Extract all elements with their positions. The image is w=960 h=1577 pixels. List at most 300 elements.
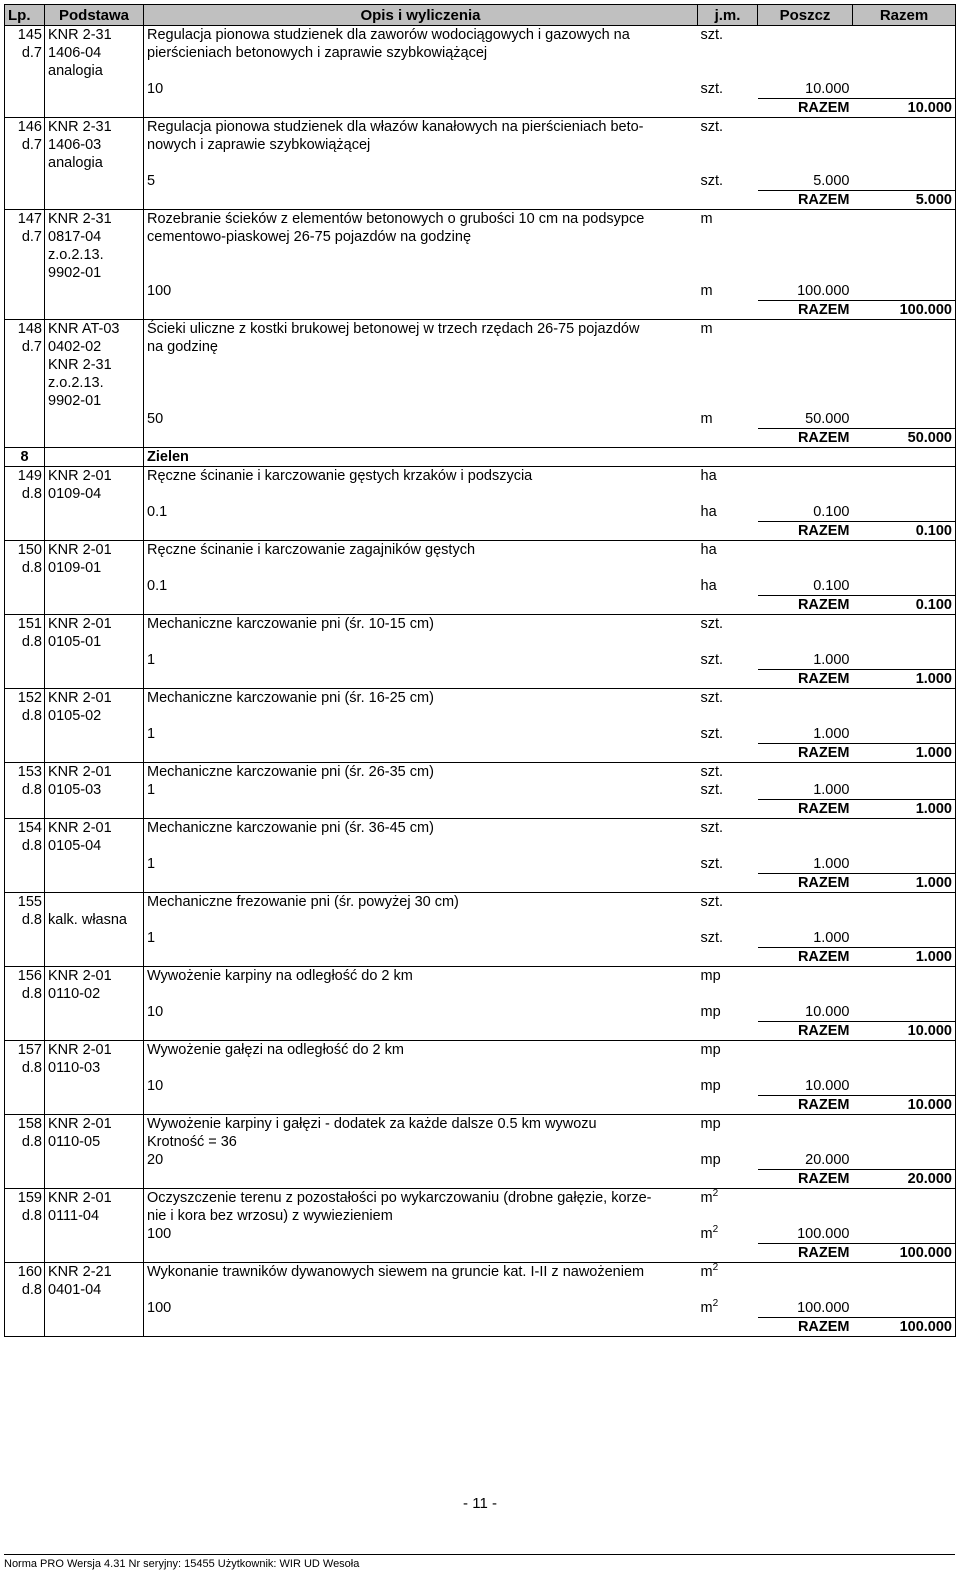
item-razem-cell xyxy=(853,392,956,410)
item-lp xyxy=(5,282,45,301)
item-blank xyxy=(758,615,853,634)
item-blank xyxy=(144,874,698,893)
item-line xyxy=(5,911,956,929)
item-description xyxy=(144,62,698,80)
item-podstawa: 0109-01 xyxy=(45,559,144,577)
item-razem-cell xyxy=(853,154,956,172)
razem-label: RAZEM xyxy=(758,1096,853,1115)
item-blank xyxy=(698,1170,758,1189)
item-unit-text: m xyxy=(700,1190,713,1206)
item-lp: d.8 xyxy=(5,911,45,929)
item-lp: 146 xyxy=(5,118,45,137)
item-line xyxy=(5,246,956,264)
item-lp xyxy=(5,99,45,118)
item-lp: 157 xyxy=(5,1041,45,1060)
item-razem-cell xyxy=(853,136,956,154)
item-quantity: 100 xyxy=(147,283,172,299)
item-poszcz: 10.000 xyxy=(805,81,850,97)
item-quantity-unit-text: mp xyxy=(700,1152,721,1168)
item-razem-cell xyxy=(853,503,956,522)
item-podstawa: KNR 2-01 xyxy=(45,819,144,838)
item-line xyxy=(5,1077,956,1096)
item-lp xyxy=(5,246,45,264)
item-description: Ścieki uliczne z kostki brukowej betonowej w trzech rzędach 26-75 pojazdów xyxy=(147,321,640,337)
item-blank xyxy=(758,320,853,339)
item-blank xyxy=(698,800,758,819)
item-blank xyxy=(698,874,758,893)
razem-row xyxy=(5,874,956,893)
item-unit xyxy=(698,210,758,229)
item-lp xyxy=(5,596,45,615)
item-unit-text: ha xyxy=(700,468,717,484)
item-unit xyxy=(698,1133,758,1151)
item-quantity-unit-text: mp xyxy=(700,1078,721,1094)
item-podstawa: kalk. własna xyxy=(45,911,144,929)
item-blank xyxy=(758,485,853,503)
item-podstawa: 0105-02 xyxy=(45,707,144,725)
item-row-group xyxy=(5,1115,956,1189)
item-podstawa: KNR 2-01 xyxy=(45,467,144,486)
razem-label: RAZEM xyxy=(758,429,853,448)
item-blank xyxy=(758,228,853,246)
item-razem-cell xyxy=(853,559,956,577)
razem-value: 50.000 xyxy=(853,429,956,448)
item-lp: d.8 xyxy=(5,1133,45,1151)
item-quantity-unit xyxy=(698,725,758,744)
item-podstawa: KNR 2-01 xyxy=(45,615,144,634)
item-blank xyxy=(758,136,853,154)
item-razem-cell xyxy=(853,62,956,80)
item-razem-cell xyxy=(853,246,956,264)
item-lp: 152 xyxy=(5,689,45,708)
item-poszcz: 1.000 xyxy=(813,856,850,872)
razem-label: RAZEM xyxy=(758,99,853,118)
item-podstawa xyxy=(45,1003,144,1022)
item-razem-cell xyxy=(853,893,956,912)
item-blank xyxy=(144,800,698,819)
item-podstawa xyxy=(45,1299,144,1318)
item-lp xyxy=(5,948,45,967)
razem-value: 20.000 xyxy=(853,1170,956,1189)
item-blank xyxy=(698,1022,758,1041)
item-podstawa xyxy=(45,282,144,301)
item-line xyxy=(5,26,956,45)
item-quantity-unit xyxy=(698,503,758,522)
item-podstawa xyxy=(45,744,144,763)
item-lp: 158 xyxy=(5,1115,45,1134)
item-blank xyxy=(758,1263,853,1282)
razem-value: 100.000 xyxy=(853,1244,956,1263)
item-podstawa: KNR 2-01 xyxy=(45,1189,144,1208)
item-podstawa: 1406-04 xyxy=(45,44,144,62)
razem-label: RAZEM xyxy=(758,670,853,689)
item-podstawa: KNR 2-01 xyxy=(45,763,144,782)
razem-row xyxy=(5,522,956,541)
item-blank xyxy=(758,210,853,229)
item-lp xyxy=(5,392,45,410)
item-razem-cell xyxy=(853,485,956,503)
item-lp xyxy=(5,1299,45,1318)
item-quantity: 100 xyxy=(147,1226,172,1242)
item-lp xyxy=(5,301,45,320)
item-podstawa: z.o.2.13. xyxy=(45,246,144,264)
item-quantity: 10 xyxy=(147,81,164,97)
item-razem-cell xyxy=(853,541,956,560)
item-line xyxy=(5,1003,956,1022)
unit-superscript: 2 xyxy=(712,1262,719,1274)
item-blank xyxy=(758,819,853,838)
item-quantity: 0.1 xyxy=(147,578,168,594)
item-podstawa xyxy=(45,893,144,912)
item-lp xyxy=(5,522,45,541)
item-line xyxy=(5,893,956,912)
item-line xyxy=(5,1281,956,1299)
item-description: Ręczne ścinanie i karczowanie zagajników gęstych xyxy=(147,542,476,558)
item-quantity-unit-text: m xyxy=(700,1226,713,1242)
item-razem-cell xyxy=(853,410,956,429)
item-podstawa xyxy=(45,725,144,744)
item-blank xyxy=(698,191,758,210)
item-line xyxy=(5,410,956,429)
item-lp: d.7 xyxy=(5,228,45,246)
header-razem: Razem xyxy=(853,5,956,26)
item-unit xyxy=(698,338,758,356)
item-quantity: 1 xyxy=(147,782,156,798)
item-row-group xyxy=(5,1263,956,1337)
item-quantity-unit-text: mp xyxy=(700,1004,721,1020)
item-row-group xyxy=(5,1189,956,1263)
item-quantity-unit-text: szt. xyxy=(700,173,724,189)
section-blank xyxy=(45,448,144,467)
item-blank xyxy=(758,893,853,912)
item-lp: d.8 xyxy=(5,1281,45,1299)
item-razem-cell xyxy=(853,338,956,356)
item-quantity: 0.1 xyxy=(147,504,168,520)
item-lp xyxy=(5,1096,45,1115)
item-quantity-unit xyxy=(698,1299,758,1318)
header-opis: Opis i wyliczenia xyxy=(144,5,698,26)
unit-superscript: 2 xyxy=(712,1224,719,1236)
item-line xyxy=(5,154,956,172)
item-razem-cell xyxy=(853,210,956,229)
item-poszcz: 10.000 xyxy=(805,1004,850,1020)
item-unit xyxy=(698,837,758,855)
item-line xyxy=(5,374,956,392)
razem-row xyxy=(5,191,956,210)
page-number: - 11 - xyxy=(463,1495,497,1512)
item-podstawa xyxy=(45,855,144,874)
item-lp: d.8 xyxy=(5,1207,45,1225)
item-line xyxy=(5,1299,956,1318)
item-blank xyxy=(144,596,698,615)
item-podstawa: KNR 2-21 xyxy=(45,1263,144,1282)
item-unit xyxy=(698,967,758,986)
item-blank xyxy=(758,967,853,986)
item-quantity: 100 xyxy=(147,1300,172,1316)
item-blank xyxy=(144,670,698,689)
item-lp: 149 xyxy=(5,467,45,486)
item-lp: 156 xyxy=(5,967,45,986)
item-podstawa xyxy=(45,651,144,670)
item-row-group xyxy=(5,967,956,1041)
item-line xyxy=(5,62,956,80)
item-podstawa xyxy=(45,1096,144,1115)
razem-value: 1.000 xyxy=(853,948,956,967)
razem-row xyxy=(5,1022,956,1041)
item-line xyxy=(5,929,956,948)
item-unit xyxy=(698,893,758,912)
item-unit xyxy=(698,819,758,838)
item-quantity: 1 xyxy=(147,652,156,668)
item-poszcz: 5.000 xyxy=(813,173,850,189)
item-blank xyxy=(758,264,853,282)
item-unit xyxy=(698,1189,758,1208)
item-blank xyxy=(758,1189,853,1208)
item-line xyxy=(5,320,956,339)
item-description xyxy=(144,707,698,725)
item-razem-cell xyxy=(853,1225,956,1244)
item-razem-cell xyxy=(853,228,956,246)
item-podstawa xyxy=(45,577,144,596)
item-blank xyxy=(758,1133,853,1151)
item-razem-cell xyxy=(853,651,956,670)
item-quantity-unit-text: ha xyxy=(700,504,717,520)
item-podstawa: KNR 2-31 xyxy=(45,118,144,137)
item-blank xyxy=(698,1318,758,1337)
item-description xyxy=(144,911,698,929)
item-lp: d.8 xyxy=(5,633,45,651)
item-razem-cell xyxy=(853,819,956,838)
item-poszcz: 100.000 xyxy=(797,1300,850,1316)
item-razem-cell xyxy=(853,374,956,392)
item-description xyxy=(144,485,698,503)
item-podstawa: 9902-01 xyxy=(45,264,144,282)
item-razem-cell xyxy=(853,264,956,282)
item-podstawa: z.o.2.13. xyxy=(45,374,144,392)
item-podstawa xyxy=(45,670,144,689)
item-unit xyxy=(698,485,758,503)
item-row-group xyxy=(5,467,956,541)
item-podstawa xyxy=(45,1318,144,1337)
razem-row xyxy=(5,800,956,819)
item-podstawa xyxy=(45,99,144,118)
item-lp xyxy=(5,874,45,893)
item-row-group xyxy=(5,541,956,615)
item-quantity: 5 xyxy=(147,173,156,189)
item-poszcz: 10.000 xyxy=(805,1078,850,1094)
item-line xyxy=(5,356,956,374)
item-line xyxy=(5,1263,956,1282)
item-row-group xyxy=(5,118,956,210)
razem-value: 1.000 xyxy=(853,874,956,893)
razem-label: RAZEM xyxy=(758,301,853,320)
item-podstawa xyxy=(45,429,144,448)
item-unit-text: szt. xyxy=(700,764,724,780)
item-blank xyxy=(144,191,698,210)
item-podstawa xyxy=(45,1225,144,1244)
item-quantity-unit-text: szt. xyxy=(700,856,724,872)
item-line xyxy=(5,1115,956,1134)
razem-label: RAZEM xyxy=(758,744,853,763)
item-lp xyxy=(5,429,45,448)
razem-label: RAZEM xyxy=(758,1318,853,1337)
item-line xyxy=(5,80,956,99)
item-poszcz: 100.000 xyxy=(797,1226,850,1242)
item-podstawa xyxy=(45,1244,144,1263)
item-lp: 145 xyxy=(5,26,45,45)
item-description: nie i kora bez wrzosu) z wywiezieniem xyxy=(147,1208,393,1224)
item-lp: 151 xyxy=(5,615,45,634)
razem-label: RAZEM xyxy=(758,1244,853,1263)
item-lp xyxy=(5,80,45,99)
item-podstawa xyxy=(45,301,144,320)
item-razem-cell xyxy=(853,707,956,725)
item-blank xyxy=(698,596,758,615)
item-blank xyxy=(144,99,698,118)
item-unit xyxy=(698,62,758,80)
item-quantity: 1 xyxy=(147,856,156,872)
item-unit xyxy=(698,246,758,264)
item-blank xyxy=(144,1022,698,1041)
item-line xyxy=(5,615,956,634)
item-razem-cell xyxy=(853,633,956,651)
item-description: Ręczne ścinanie i karczowanie gęstych krzaków i podszycia xyxy=(147,468,533,484)
item-lp: 155 xyxy=(5,893,45,912)
item-lp xyxy=(5,172,45,191)
item-blank xyxy=(758,392,853,410)
item-description xyxy=(144,633,698,651)
item-blank xyxy=(758,1115,853,1134)
item-razem-cell xyxy=(853,763,956,782)
item-lp: d.7 xyxy=(5,136,45,154)
item-razem-cell xyxy=(853,80,956,99)
item-lp: 153 xyxy=(5,763,45,782)
razem-value: 10.000 xyxy=(853,99,956,118)
item-lp: d.8 xyxy=(5,485,45,503)
item-podstawa: 0110-05 xyxy=(45,1133,144,1151)
item-podstawa: 0401-04 xyxy=(45,1281,144,1299)
item-razem-cell xyxy=(853,1059,956,1077)
item-podstawa: KNR 2-31 xyxy=(45,26,144,45)
header-podstawa: Podstawa xyxy=(45,5,144,26)
razem-label: RAZEM xyxy=(758,874,853,893)
item-line xyxy=(5,1041,956,1060)
item-line xyxy=(5,707,956,725)
razem-value: 100.000 xyxy=(853,301,956,320)
item-unit-text: mp xyxy=(700,1042,721,1058)
item-poszcz: 1.000 xyxy=(813,652,850,668)
item-unit xyxy=(698,689,758,708)
item-blank xyxy=(698,670,758,689)
item-blank xyxy=(758,44,853,62)
item-lp: d.8 xyxy=(5,985,45,1003)
item-row-group xyxy=(5,320,956,448)
item-line xyxy=(5,763,956,782)
item-unit xyxy=(698,633,758,651)
item-razem-cell xyxy=(853,1263,956,1282)
item-line xyxy=(5,485,956,503)
item-razem-cell xyxy=(853,1151,956,1170)
item-unit xyxy=(698,392,758,410)
item-unit-text: mp xyxy=(700,968,721,984)
item-line xyxy=(5,1189,956,1208)
item-blank xyxy=(698,522,758,541)
item-description: Mechaniczne frezowanie pni (śr. powyżej 30 cm) xyxy=(147,894,459,910)
item-description xyxy=(144,392,698,410)
item-unit xyxy=(698,467,758,486)
item-podstawa: 0110-03 xyxy=(45,1059,144,1077)
razem-value: 1.000 xyxy=(853,800,956,819)
razem-row xyxy=(5,596,956,615)
item-unit xyxy=(698,1281,758,1299)
item-podstawa xyxy=(45,410,144,429)
section-name: Zielen xyxy=(147,449,189,465)
item-blank xyxy=(758,689,853,708)
table-header xyxy=(5,5,956,26)
razem-row xyxy=(5,1170,956,1189)
item-description xyxy=(144,374,698,392)
item-podstawa xyxy=(45,1077,144,1096)
item-description xyxy=(144,985,698,1003)
item-podstawa xyxy=(45,503,144,522)
item-blank xyxy=(144,1170,698,1189)
item-line xyxy=(5,282,956,301)
item-row-group xyxy=(5,26,956,118)
item-razem-cell xyxy=(853,1077,956,1096)
item-quantity-unit xyxy=(698,172,758,191)
item-row-group xyxy=(5,615,956,689)
razem-label: RAZEM xyxy=(758,1022,853,1041)
header-poszcz: Poszcz xyxy=(758,5,853,26)
item-blank xyxy=(758,1059,853,1077)
item-razem-cell xyxy=(853,911,956,929)
item-description xyxy=(144,559,698,577)
item-lp xyxy=(5,503,45,522)
kosztorys-page xyxy=(4,4,955,1337)
item-lp: d.8 xyxy=(5,707,45,725)
item-podstawa: 0105-01 xyxy=(45,633,144,651)
item-line xyxy=(5,118,956,137)
item-podstawa: analogia xyxy=(45,62,144,80)
item-lp: 160 xyxy=(5,1263,45,1282)
item-blank xyxy=(698,1096,758,1115)
item-description: na godzinę xyxy=(147,339,218,355)
item-blank xyxy=(698,429,758,448)
item-description xyxy=(144,246,698,264)
item-razem-cell xyxy=(853,1133,956,1151)
item-quantity-unit xyxy=(698,1003,758,1022)
item-blank xyxy=(144,301,698,320)
item-line xyxy=(5,985,956,1003)
item-quantity: 20 xyxy=(147,1152,164,1168)
item-description: Regulacja pionowa studzienek dla zaworów wodociągowych i gazowych na xyxy=(147,27,630,43)
razem-value: 10.000 xyxy=(853,1096,956,1115)
item-podstawa: KNR 2-01 xyxy=(45,1115,144,1134)
razem-value: 100.000 xyxy=(853,1318,956,1337)
item-blank xyxy=(144,1318,698,1337)
item-podstawa xyxy=(45,191,144,210)
item-poszcz: 1.000 xyxy=(813,726,850,742)
item-line xyxy=(5,651,956,670)
item-blank xyxy=(758,985,853,1003)
item-podstawa: 1406-03 xyxy=(45,136,144,154)
item-unit xyxy=(698,154,758,172)
item-unit xyxy=(698,541,758,560)
razem-label: RAZEM xyxy=(758,522,853,541)
item-razem-cell xyxy=(853,467,956,486)
item-quantity-unit xyxy=(698,80,758,99)
razem-value: 0.100 xyxy=(853,596,956,615)
